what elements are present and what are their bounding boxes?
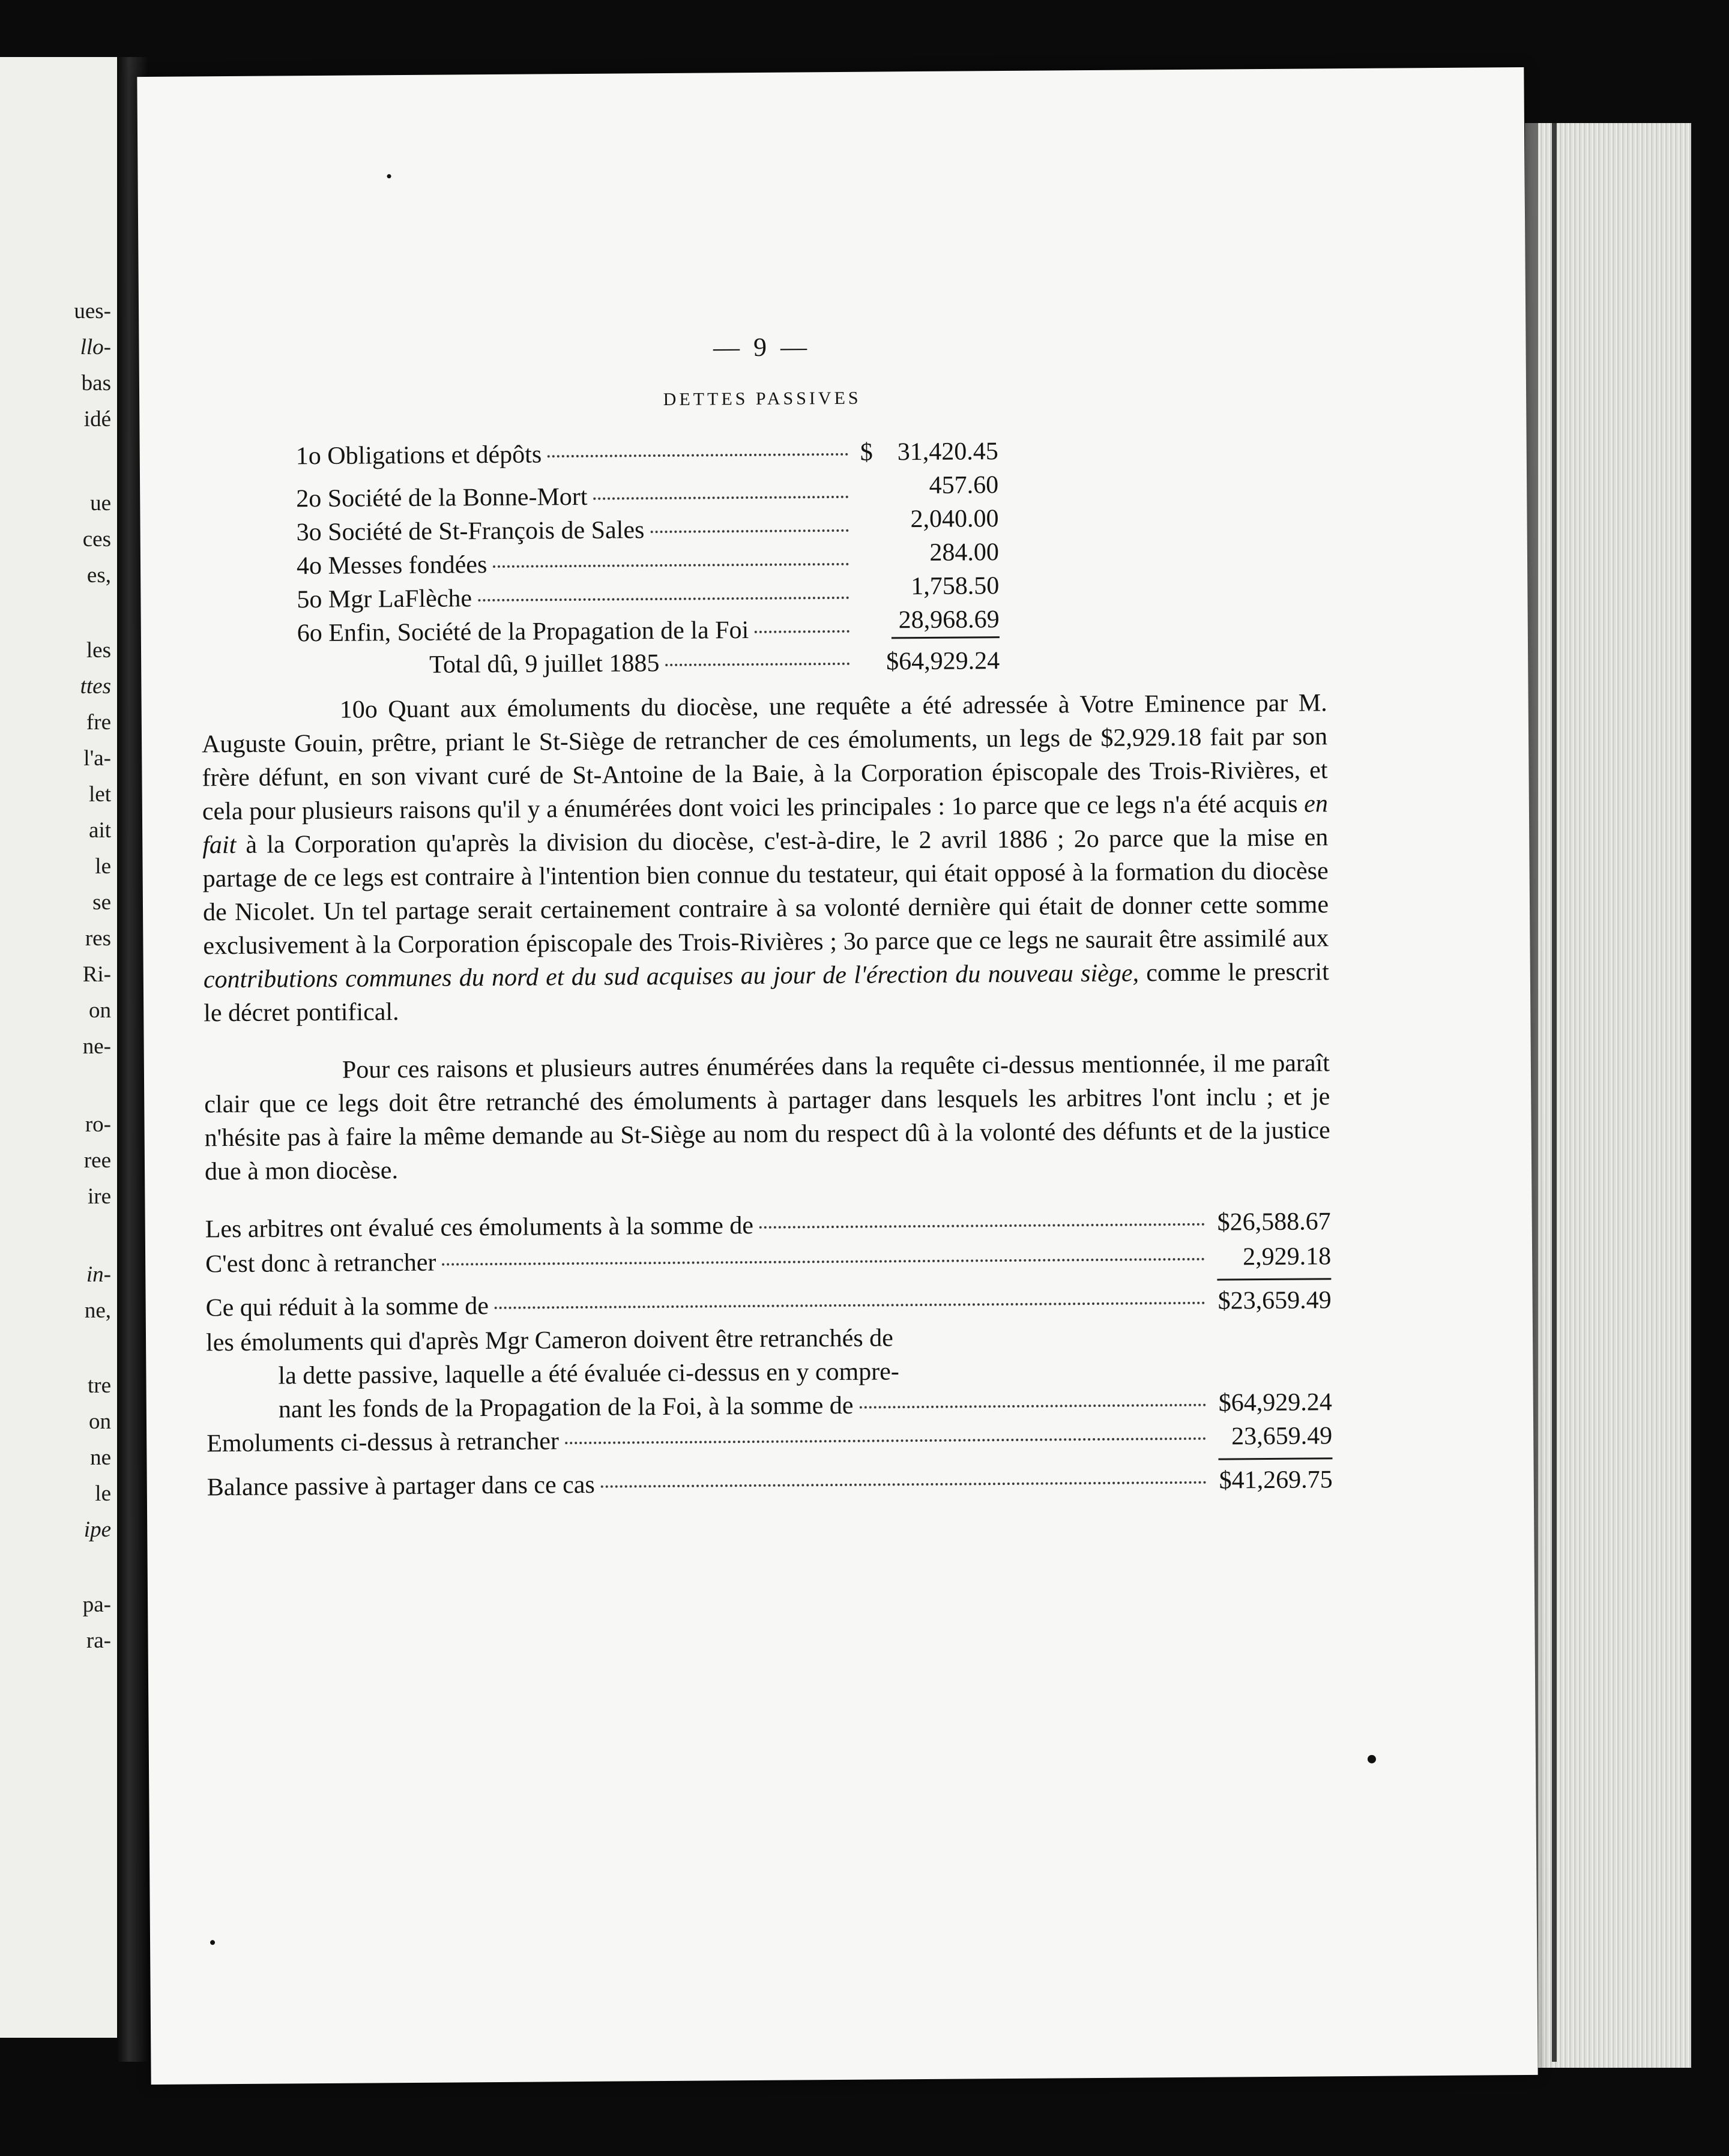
debt-label: 1o Obligations et dépôts [295,441,542,471]
debt-label: 5o Mgr LaFlèche [297,585,472,614]
calc-row-emoluments: Emoluments ci-dessus à retrancher 23,659.49 [207,1422,1333,1458]
left-page-text-fragment: ces [82,527,111,552]
paper-speck [210,1940,215,1945]
debt-row [296,435,998,473]
debt-amount: 284.00 [929,538,1000,567]
left-page-text-fragment: let [89,782,111,807]
left-page-text-fragment: ttes [80,674,111,699]
facing-page-edge [0,57,121,2038]
debt-list [295,435,1000,648]
calc-row-evaluated: Les arbitres ont évalué ces émoluments à la somme de $26,588.67 [205,1208,1331,1244]
debt-amount: 28,968.69 [898,606,1000,634]
debt-label: 4o Messes fondées [296,551,487,580]
calc-row-balance: Balance passive à partager dans ce cas $41,269.75 [207,1466,1333,1502]
left-page-text-fragment: llo- [80,335,111,360]
page-number: — 9 — [713,332,811,363]
left-page-text-fragment: res [85,926,111,951]
left-page-text-fragment: Ri- [82,962,111,987]
paper-speck [1368,1755,1376,1763]
left-page-text-fragment: ne- [82,1034,111,1059]
left-page-text-fragment: es, [86,563,111,588]
left-page-text-fragment: ipe [83,1517,111,1542]
left-page-text-fragment: ues- [74,299,111,324]
left-page-text-fragment: ra- [86,1628,111,1653]
left-page-text-fragment: le [95,1481,111,1506]
calc-row-subtract: C'est donc à retrancher 2,929.18 [205,1242,1332,1278]
book-page [137,67,1537,2085]
left-page-text-fragment: ro- [85,1112,111,1137]
left-page-text-fragment: ne [90,1445,111,1470]
left-page-text-fragment: idé [83,407,111,432]
debt-amount: 457.60 [929,471,999,499]
left-page-text-fragment: le [95,854,111,879]
left-page-text-fragment: les [86,638,111,663]
paragraph-reasons: Pour ces raisons et plusieurs autres énumérées dans la requête ci-dessus mentionnée, il me paraît clair que ce legs doit être retranché des émoluments à partager dans lesquels les arbitres l'ont inclu ; et je n'hésite pas à faire la même demande au St-Siège au nom du respect dû à la volonté des défunts et de la justice due à mon diocèse. [204,1049,1330,1186]
debt-total [429,644,1000,682]
debt-amount: 2,040.00 [910,505,999,534]
debt-row [296,468,999,513]
debt-label: 6o Enfin, Société de la Propagation de la Foi [297,616,749,648]
left-page-text-fragment: ire [87,1184,111,1209]
total-amount: $64,929.24 [886,647,1000,676]
calc-row-reduced: Ce qui réduit à la somme de $23,659.49 [205,1286,1332,1322]
debt-amount: $ 31,420.45 [860,438,998,466]
book-page-edges [1525,123,1691,2068]
debt-label: 3o Société de St-François de Sales [296,516,645,547]
page-content [199,327,1333,1505]
left-page-text-fragment: se [92,890,111,915]
left-page-text-fragment: l'a- [83,746,111,771]
left-page-text-fragment: on [89,998,111,1023]
left-page-text-fragment: ree [83,1148,111,1173]
debt-amount: 1,758.50 [911,572,1000,601]
calc-row-cameron: les émoluments qui d'après Mgr Cameron doivent être retranchés de la dette passive, laquelle a été évaluée ci-dessus en y compre- nant les fonds de la Propagation de la Foi, à la somme de $64,929.24 [205,1324,1332,1424]
left-page-text-fragment: bas [81,371,111,396]
total-label: Total dû, 9 juillet 1885 [429,649,660,679]
debt-label: 2o Société de la Bonne-Mort [296,483,588,513]
left-page-text-fragment: fre [86,710,111,735]
paper-speck [387,174,391,178]
section-title: DETTES PASSIVES [663,388,861,409]
left-page-text-fragment: ue [90,491,111,516]
left-page-text-fragment: in- [86,1262,111,1287]
book-cover-edge [1552,123,1557,2062]
left-page-text-fragment: on [89,1409,111,1434]
left-page-text-fragment: pa- [82,1592,111,1617]
emoluments-calculation [205,1205,1333,1505]
left-page-text-fragment: tre [87,1373,111,1398]
left-page-text-fragment: ne, [84,1298,111,1323]
left-page-text-fragment: ait [89,818,111,843]
paragraph-emoluments: 10o Quant aux émoluments du diocèse, une requête a été adressée à Votre Eminence par M. Auguste Gouin, prêtre, priant le St-Siège de retrancher de ces émoluments, un legs de $2,929.18 fait par son frère défunt, en son vivant curé de St-Antoine de la Baie, à la Corporation épiscopale des Trois-Rivières, et cela pour plusieurs raisons qu'il y a énumérées dont voici les principales : 1o parce que ce legs n'a été acquis en fait à la Corporation qu'après la division du diocèse, c'est-à-dire, le 2 avril 1886 ; 2o parce que la mise en partage de ce legs est contraire à l'intention bien connue du testateur, qui était opposé à la formation du diocèse de Nicolet. Un tel partage serait certainement contraire à sa volonté dernière qui était de donner cette somme exclusivement à la Corporation épiscopale des Trois-Rivières ; 3o parce que ce legs ne saurait être assimilé aux contributions communes du nord et du sud acquises au jour de l'érection du nouveau siège, comme le prescrit le décret pontifical. [201,689,1329,1028]
